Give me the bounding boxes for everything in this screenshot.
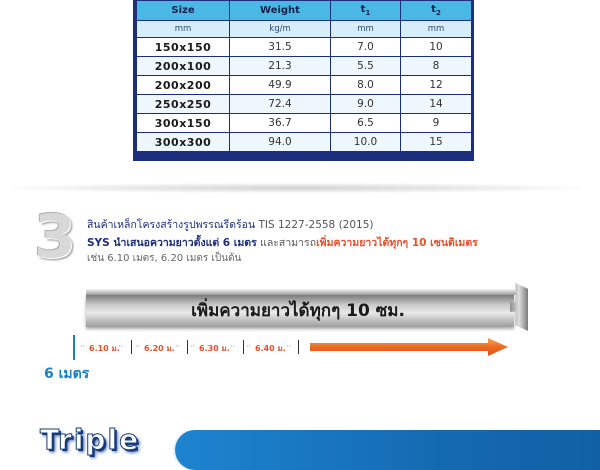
- ruler-dots: ··: [190, 342, 196, 351]
- cell-weight: 49.9: [230, 76, 331, 95]
- ruler-mark: 6.40 ม.: [255, 344, 286, 353]
- table-row: [137, 95, 472, 114]
- header-t1: $t_1$: [331, 1, 401, 21]
- ruler-dots: ··: [135, 342, 141, 351]
- ruler-dots: ··: [286, 342, 292, 351]
- cell-t2: 10: [401, 38, 472, 57]
- cell-weight: 31.5: [230, 38, 331, 57]
- triple-badge: Triple: [40, 423, 141, 456]
- extension-arrow-icon: [310, 338, 508, 356]
- cell-t1: 8.0: [331, 76, 401, 95]
- product-description: สินค้าเหล็กโครงสร้างรูปพรรณรีดร้อน: [87, 219, 256, 231]
- cell-weight: 36.7: [230, 114, 331, 133]
- section3-line2: [87, 234, 478, 251]
- ruler-mark: 6.10 ม.: [89, 344, 120, 353]
- header-t2: $t_2$: [401, 1, 472, 21]
- ruler-dots: ··: [118, 342, 124, 351]
- table-row: [137, 76, 472, 95]
- base-length-label: 6 เมตร: [44, 366, 90, 382]
- cell-size: 300x150: [137, 114, 230, 133]
- table-row: [137, 114, 472, 133]
- spec-table: [133, 0, 474, 161]
- length-offer: SYS นำเสนอความยาวตั้งแต่ 6 เมตร: [87, 237, 257, 249]
- cell-t2: 9: [401, 114, 472, 133]
- cell-t2: 15: [401, 133, 472, 152]
- ruler-tick: [298, 340, 299, 354]
- cell-weight: 72.4: [230, 95, 331, 114]
- start-tick: [73, 335, 75, 360]
- cell-t1: 6.5: [331, 114, 401, 133]
- unit-t2: mm: [401, 21, 472, 38]
- blue-banner: [175, 430, 600, 470]
- cell-t1: 10.0: [331, 133, 401, 152]
- unit-weight: kg/m: [230, 21, 331, 38]
- ruler-dots: ··: [246, 342, 252, 351]
- cell-size: 300x300: [137, 133, 230, 152]
- section-divider: [12, 183, 582, 193]
- ruler-mark: 6.30 ม.: [199, 344, 230, 353]
- header-weight: Weight: [230, 1, 331, 21]
- beam-label: เพิ่มความยาวได้ทุกๆ 10 ซม.: [191, 301, 405, 321]
- ruler-dots: ··: [175, 342, 181, 351]
- cell-weight: 94.0: [230, 133, 331, 152]
- length-highlight: เพิ่มความยาวได้ทุกๆ 10 เซนติเมตร: [316, 237, 478, 249]
- cell-weight: 21.3: [230, 57, 331, 76]
- ruler-dots: ··: [230, 342, 236, 351]
- cell-size: 250x250: [137, 95, 230, 114]
- table-row: [137, 38, 472, 57]
- cell-t1: 7.0: [331, 38, 401, 57]
- cell-t2: 14: [401, 95, 472, 114]
- table-row: [137, 57, 472, 76]
- table-row: [137, 133, 472, 152]
- cell-t2: 12: [401, 76, 472, 95]
- ruler-mark: 6.20 ม.: [144, 344, 175, 353]
- ruler-tick: [187, 340, 188, 354]
- section3-line1: [87, 216, 373, 233]
- cell-size: 200x100: [137, 57, 230, 76]
- cell-t2: 8: [401, 57, 472, 76]
- ruler-tick: [243, 340, 244, 354]
- section-number: 3: [34, 202, 76, 272]
- cell-size: 150x150: [137, 38, 230, 57]
- section3-example: เช่น 6.10 เมตร, 6.20 เมตร เป็นต้น: [87, 253, 242, 264]
- unit-t1: mm: [331, 21, 401, 38]
- cell-t1: 5.5: [331, 57, 401, 76]
- cell-size: 200x200: [137, 76, 230, 95]
- length-connector: และสามารถ: [260, 237, 317, 249]
- header-size: Size: [137, 1, 230, 21]
- cell-t1: 9.0: [331, 95, 401, 114]
- unit-size: mm: [137, 21, 230, 38]
- standard-code: TIS 1227-2558 (2015): [258, 219, 374, 231]
- ruler-tick: [131, 340, 132, 354]
- ruler-dots: ··: [80, 342, 86, 351]
